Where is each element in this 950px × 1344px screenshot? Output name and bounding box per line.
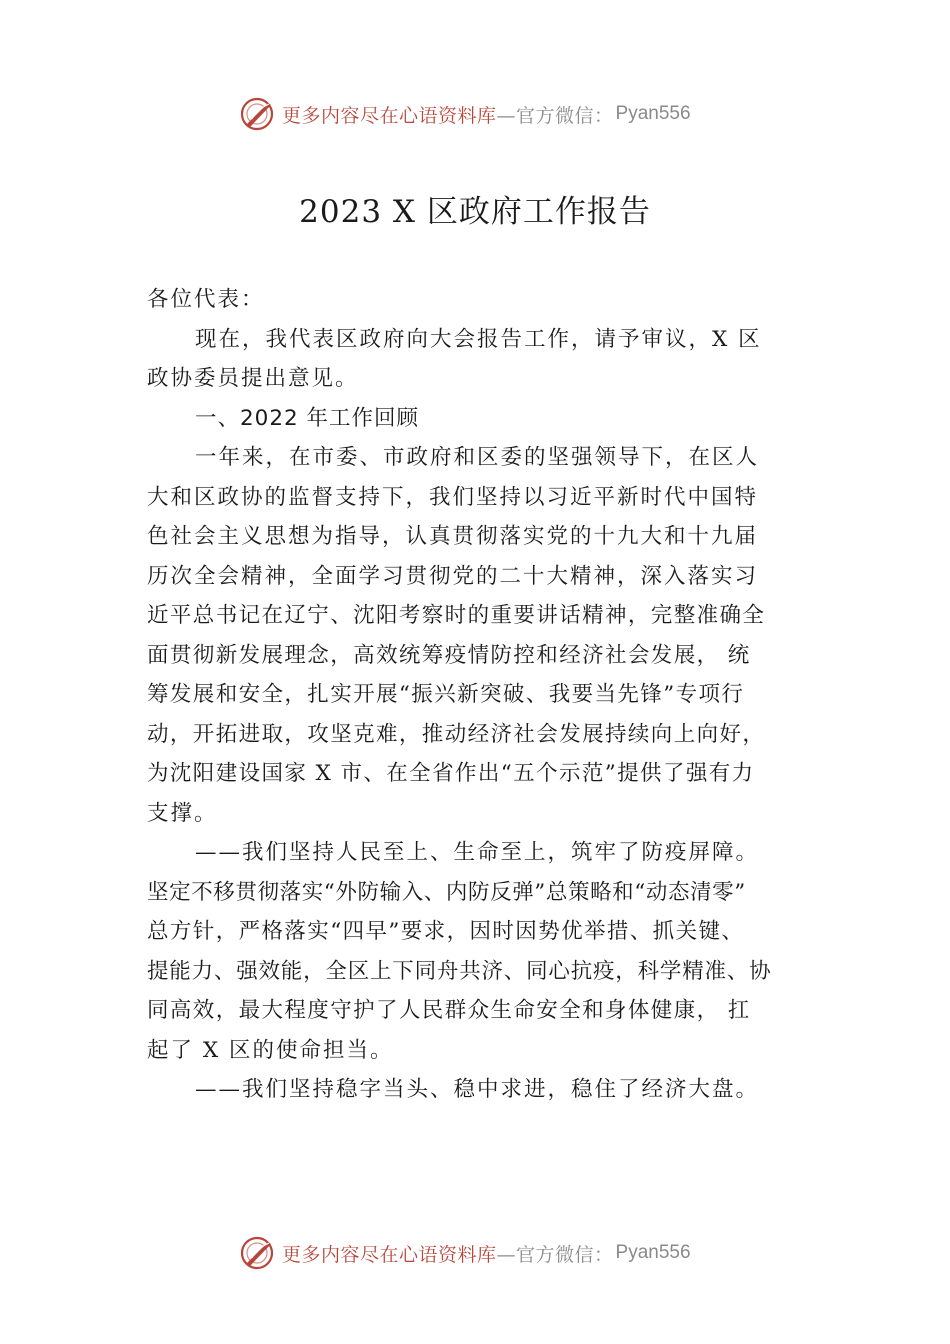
quill-seal-icon bbox=[238, 1234, 276, 1272]
watermark-text-red: 更多内容尽在心语资料库 bbox=[282, 104, 497, 127]
section-heading: 一、2022 年工作回顾 bbox=[195, 405, 420, 431]
watermark-header bbox=[238, 94, 691, 134]
watermark-footer bbox=[238, 1233, 691, 1273]
paragraph-line: 色社会主义思想为指导，认真贯彻落实党的十九大和十九届 bbox=[147, 524, 759, 549]
paragraph-line: 一年来，在市委、市政府和区委的坚强领导下，在区人 bbox=[195, 445, 760, 470]
paragraph-line: 近平总书记在辽宁、沈阳考察时的重要讲话精神，完整准确全 bbox=[147, 603, 766, 628]
quill-seal-icon bbox=[238, 95, 276, 133]
watermark-wechat-id: Pyan556 bbox=[615, 1242, 691, 1263]
document-title: 2023 X 区政府工作报告 bbox=[299, 194, 651, 230]
paragraph-line: 面贯彻新发展理念，高效统筹疫情防控和经济社会发展， 统 bbox=[147, 642, 751, 668]
paragraph-line: 历次全会精神，全面学习贯彻党的二十大精神，深入落实习 bbox=[147, 563, 759, 589]
salutation: 各位代表： bbox=[147, 287, 265, 312]
paragraph-line: ——我们坚持人民至上、生命至上，筑牢了防疫屏障。 bbox=[195, 840, 760, 865]
paragraph-line: 为沈阳建设国家 X 市、在全省作出“五个示范”提供了强有力 bbox=[147, 761, 755, 786]
paragraph-line: 坚定不移贯彻落实“外防输入、内防反弹”总策略和“动态清零” bbox=[147, 879, 746, 905]
paragraph-line: 支撑。 bbox=[147, 800, 218, 826]
paragraph-line: 大和区政协的监督支持下，我们坚持以习近平新时代中国特 bbox=[147, 484, 759, 510]
watermark-text-gray: —官方微信： bbox=[496, 104, 614, 127]
paragraph-line: 同高效，最大程度守护了人民群众生命安全和身体健康， 扛 bbox=[147, 998, 751, 1023]
watermark-text-red: 更多内容尽在心语资料库 bbox=[282, 1243, 497, 1266]
paragraph-line: 提能力、强效能，全区上下同舟共济、同心抗疫，科学精准、协 bbox=[147, 958, 772, 984]
paragraph-line: 起了 X 区的使命担当。 bbox=[147, 1037, 394, 1063]
document-body bbox=[147, 280, 827, 1110]
watermark-wechat-id: Pyan556 bbox=[615, 103, 691, 124]
paragraph-line: 政协委员提出意见。 bbox=[147, 366, 359, 391]
paragraph-line: 总方针，严格落实“四早”要求，因时因势优举措、抓关键、 bbox=[147, 919, 745, 944]
paragraph-line: 动，开拓进取，攻坚克难，推动经济社会发展持续向上向好， bbox=[147, 721, 766, 747]
paragraph-line: 筹发展和安全，扎实开展“振兴新突破、我要当先锋”专项行 bbox=[147, 682, 745, 707]
paragraph-line: ——我们坚持稳字当头、稳中求进，稳住了经济大盘。 bbox=[195, 1077, 760, 1102]
watermark-text-gray: —官方微信： bbox=[496, 1243, 614, 1266]
paragraph-line: 现在，我代表区政府向大会报告工作，请予审议，X 区 bbox=[195, 326, 762, 352]
